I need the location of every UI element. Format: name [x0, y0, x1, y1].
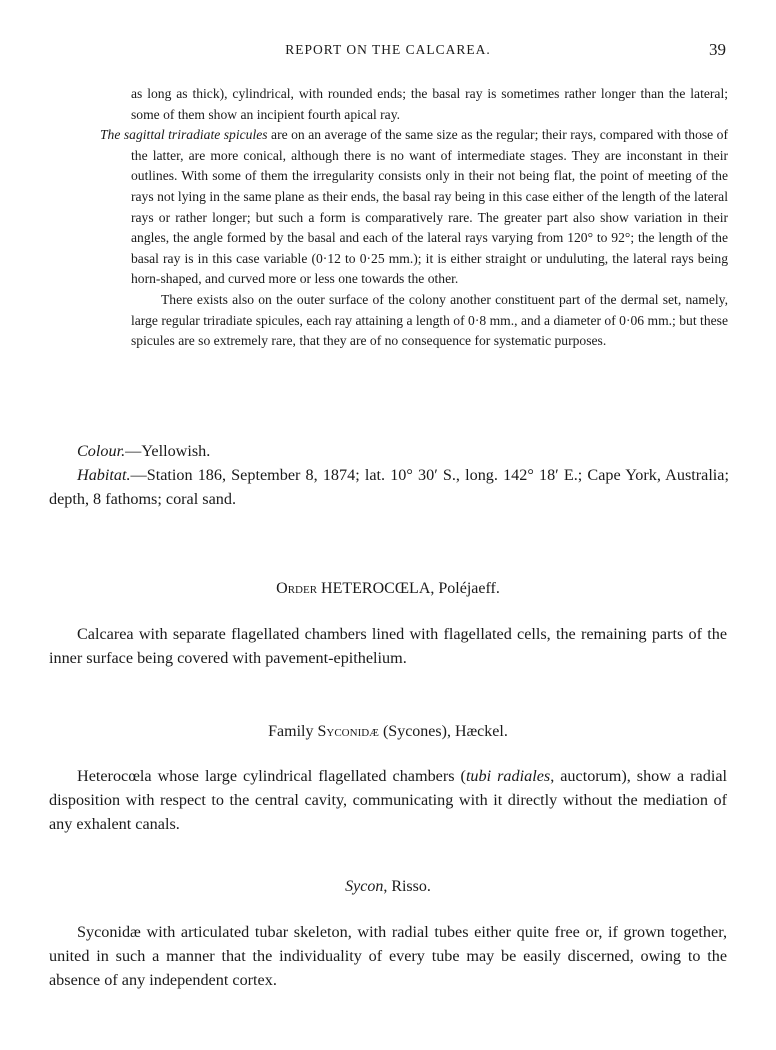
genus-name: Sycon [345, 878, 384, 895]
page-number: 39 [709, 40, 726, 59]
genus-heading [0, 878, 776, 896]
colour-habitat-block [49, 439, 729, 511]
spicule-description [100, 84, 728, 352]
family-name: Syconidæ [317, 723, 379, 740]
running-title: REPORT ON THE CALCAREA. [285, 42, 491, 57]
colour-label: Colour. [77, 442, 126, 460]
running-head [0, 38, 776, 60]
order-name: HETEROCŒLA, [321, 580, 435, 597]
sagittal-spicules-paragraph [100, 125, 728, 290]
order-author: Poléjaeff. [438, 580, 500, 597]
order-prefix: Order [276, 580, 318, 597]
outer-surface-paragraph: There exists also on the outer surface of the colony another constituent part of the dermal set, namely, large regular triradiate spicules, each ray attaining a length of 0·8 mm., and a diameter of 0·06 mm.; but these spicules are so extremely rare, that they are of no consequence for systematic purposes. [131, 291, 728, 349]
colour-value: —Yellowish. [125, 442, 211, 460]
sagittal-spicules-text: are on an average of the same size as the regular; their rays, compared with those of the latter, are more conical, although there is no want of intermediate stages. They are inconstant in their outlines. With some of them the irregularity consists only in their not being flat, the point of meeting of the rays not lying in the same plane as their ends, the basal ray being in this case either of the length of the lateral rays or rather longer; but such a form is comparatively rare. The greater part also show variation in their angles, the angle formed by the basal and each of the lateral rays varying from 120° to 92°; the length of the basal ray is in this case variable (0·12 to 0·25 mm.); it is either straight or unduluting, the lateral rays being horn-shaped, and curved more or less one towards the other. [131, 127, 728, 287]
habitat-label: Habitat. [77, 466, 131, 484]
family-desc-italic: tubi radiales [465, 767, 551, 785]
family-description [49, 764, 727, 836]
order-description: Calcarea with separate flagellated chambers lined with flagellated cells, the remaining parts of the inner surface being covered with pavement-epithelium. [49, 625, 727, 667]
genus-description: Syconidæ with articulated tubar skeleton, with radial tubes either quite free or, if grown together, united in such a manner that the individuality of every tube may be easily discerned, owing to the absence of any independent cortex. [49, 923, 727, 989]
colour-line [49, 439, 729, 463]
spicule-continuation: as long as thick), cylindrical, with rounded ends; the basal ray is sometimes rather longer than the lateral; some of them show an incipient fourth apical ray. [131, 86, 728, 122]
family-desc-end: , auctorum), show a radial disposition with respect to the central cavity, communicating with it directly without the mediation of any exhalent canals. [49, 767, 727, 833]
sagittal-spicules-term: The sagittal triradiate spicules [100, 127, 268, 143]
habitat-line [49, 463, 729, 511]
order-heading [0, 580, 776, 598]
genus-author: , Risso. [383, 878, 431, 895]
habitat-value: —Station 186, September 8, 1874; lat. 10° 30′ S., long. 142° 18′ E.; Cape York, Australia; depth, 8 fathoms; coral sand. [49, 466, 729, 508]
family-common: (Sycones), Hæckel. [382, 723, 508, 740]
family-prefix: Family [268, 723, 314, 740]
family-desc-start: Heterocœla whose large cylindrical flagellated chambers ( [77, 767, 466, 785]
family-heading [0, 723, 776, 741]
